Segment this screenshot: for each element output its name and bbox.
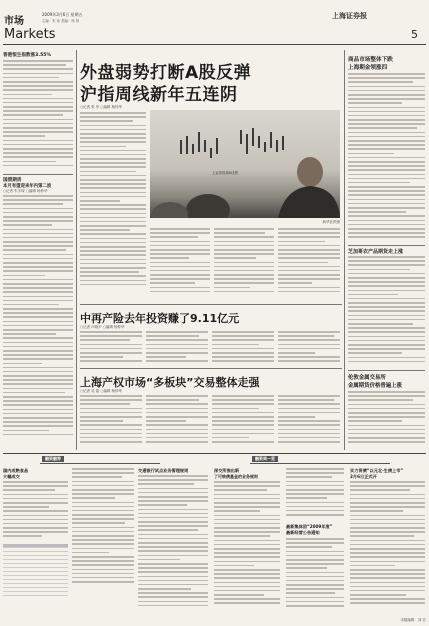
editor-line: 主编：朱 伟 美编：杨 琪 [42, 19, 80, 23]
left-column-vline [76, 50, 77, 450]
lead-story [80, 52, 342, 302]
right-story2-body [348, 256, 425, 368]
story-three-col3 [212, 395, 274, 449]
bottom-col-c [138, 468, 210, 618]
data-table [3, 544, 68, 596]
right-story1-body [348, 73, 425, 243]
right-story3-title2: 金属期货价格普遍上涨 [348, 383, 402, 389]
right-column [348, 55, 426, 450]
market-photo [150, 110, 340, 218]
brief-b-body [138, 475, 208, 615]
brief-e-title2: 最新经营公告通知 [286, 530, 320, 535]
bottom-top-rule [3, 453, 426, 454]
right-story2-title: 芝加哥农产品期货走上涨 [348, 249, 404, 255]
brief2-body [3, 195, 73, 450]
crowd-silhouette [186, 194, 230, 218]
brief-e-title: 最新集体回“2009年度” [286, 524, 333, 529]
story-two-col2 [146, 331, 208, 365]
brief2-title: 国债期货 [3, 178, 22, 183]
story-three-headline: 上海产权市场“多板块”交易整体走强 [80, 376, 260, 389]
page-number: 5 [411, 28, 418, 41]
brief-a-title2: 大幅成交 [3, 474, 20, 479]
story-three-byline: ○记者 吴 铭 ○编辑 杨仲华 [80, 389, 123, 393]
footer-credit: 本版编辑：刘 宏 [400, 618, 426, 622]
story-two-col1 [80, 331, 142, 365]
right-story1-title2: 上海期金领涨四 [348, 65, 388, 71]
right-story3-body [348, 391, 425, 449]
lead-body-col1 [80, 112, 146, 297]
brief-c-title: 深交所推出新 [214, 468, 240, 473]
date-line: 2009年3月6日 星期五 [42, 12, 83, 17]
brief-a-title: 国内成熟食品 [3, 468, 29, 473]
bottom-col-a [3, 468, 69, 622]
brief-d-title2: 2月6日正式开 [350, 474, 377, 479]
brief-d-body [350, 481, 425, 615]
brief1-body [3, 60, 73, 172]
bottom-col-f [350, 468, 426, 618]
brief-b-title: 交通银行试点业务管理规则 [138, 468, 189, 473]
bottom-col-e [286, 468, 346, 618]
story-three-col2 [146, 395, 208, 449]
brief-e-body [286, 538, 344, 616]
brief-d-title: 实力背债“以元北·生债上市” [350, 468, 404, 473]
brief-a-body [3, 481, 68, 541]
masthead-rule [3, 44, 426, 45]
bottom-banner-left [40, 456, 160, 464]
right-story1-title1: 商品市场整体下跌 [348, 57, 393, 63]
brief1-title: 香港恒生指数涨3.55% [3, 53, 52, 58]
paper-name: 上海证券报 [332, 12, 367, 20]
right-column-vline [344, 50, 345, 450]
bottom-col-d [214, 468, 282, 618]
story-two-byline: ○记者 卢晓平 ○编辑 杨仲华 [80, 325, 125, 329]
brief-c-body [214, 481, 280, 615]
masthead [0, 0, 429, 46]
bottom-banner-left-label: 融资融券 [42, 456, 64, 462]
left-column [3, 52, 74, 452]
lead-body-col4 [278, 228, 340, 298]
brief-e-lead [286, 468, 344, 520]
section-title-en: Markets [4, 27, 56, 42]
photo-credit: 新华社供图 [322, 220, 340, 224]
section-title-cn: 市场 [4, 16, 24, 27]
lead-body-col2 [150, 228, 210, 298]
lead-headline-line2: 沪指周线新年五连阴 [80, 85, 238, 105]
story-three-col1 [80, 395, 142, 449]
story-two-col4 [278, 331, 340, 365]
lead-byline: ○记者 张 华 ○编辑 杨仲华 [80, 105, 123, 109]
investor-body [278, 186, 340, 218]
story-three-top-rule [80, 368, 342, 369]
photo-scene [150, 110, 340, 218]
story-two-headline: 中再产险去年投资赚了9.11亿元 [80, 312, 240, 325]
story-three [80, 370, 342, 450]
bottom-banner-right-label: 融资周一览 [252, 456, 278, 462]
story-two-col3 [212, 331, 274, 365]
story-two-top-rule [80, 304, 342, 305]
right-divider2 [348, 370, 425, 371]
right-divider1 [348, 245, 425, 246]
stock-candles [180, 128, 284, 158]
photo-caption: 上证综指周K线图 [212, 171, 238, 175]
right-story3-title1: 伦敦金属交易所 [348, 375, 386, 381]
story-two [80, 306, 342, 366]
brief-c-title2: 了可转债基金的业务规则 [214, 474, 258, 479]
lead-headline-line1: 外盘弱势打断A股反弹 [80, 63, 252, 83]
brief2-subtitle: 本月有望迎来年内第二波 [3, 184, 52, 189]
bottom-banner-right [250, 456, 390, 464]
lead-body-col3 [214, 228, 274, 298]
story-three-col4 [278, 395, 340, 449]
bottom-col-b [72, 468, 134, 588]
brief2-byline: ○记者 朱宇琛 ○编辑 杨仲华 [3, 189, 48, 193]
left-divider [3, 174, 73, 175]
investor-head [297, 157, 323, 187]
